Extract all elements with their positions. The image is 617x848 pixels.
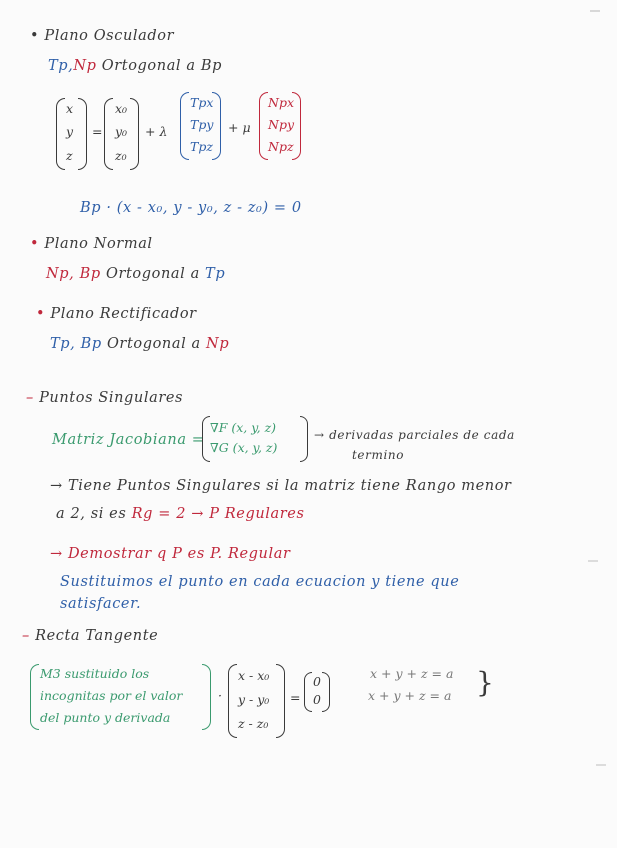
vec-z0: z₀ bbox=[115, 148, 127, 163]
dash-marker: – bbox=[26, 390, 34, 406]
diff-x: x - x₀ bbox=[238, 668, 270, 683]
demostrar-line: → Demostrar q P es P. Regular bbox=[50, 546, 291, 562]
osculador-ortogonal-line bbox=[48, 58, 222, 74]
np-label: Np bbox=[73, 58, 97, 74]
m3-line-2: incognitas por el valor bbox=[40, 688, 183, 703]
bullet-dot: • bbox=[36, 306, 46, 322]
diff-z: z - z₀ bbox=[238, 716, 269, 731]
bullet-dot: • bbox=[30, 28, 40, 44]
diff-y: y - y₀ bbox=[238, 692, 270, 707]
vec-z: z bbox=[66, 148, 73, 163]
heading-puntos-singulares: Puntos Singulares bbox=[39, 390, 184, 406]
satisfacer-line: satisfacer. bbox=[60, 596, 142, 612]
bullet-heading-plano-osculador bbox=[30, 28, 174, 44]
bracket-right-m3 bbox=[202, 664, 211, 730]
rango-text-2: a 2, si es bbox=[56, 506, 127, 522]
plus-mu: + μ bbox=[228, 120, 251, 135]
vec-y0: y₀ bbox=[115, 124, 128, 139]
dash-marker: – bbox=[22, 628, 30, 644]
bracket-right-tp bbox=[212, 92, 221, 160]
np-bp-label: Np, Bp bbox=[46, 266, 101, 282]
bracket-right-jacobian bbox=[300, 416, 308, 462]
normal-ortogonal-line bbox=[46, 266, 225, 282]
plane-equation: Bp · (x - x₀, y - y₀, z - z₀) = 0 bbox=[80, 200, 302, 216]
vec-npy: Npy bbox=[268, 117, 295, 132]
bracket-left-m3 bbox=[30, 664, 39, 730]
system-brace: } bbox=[476, 666, 494, 699]
m3-line-1: M3 sustituido los bbox=[40, 666, 150, 681]
paper-mark bbox=[588, 560, 598, 562]
bullet-dot: • bbox=[30, 236, 40, 252]
bracket-left-zero bbox=[304, 672, 312, 712]
zero-2: 0 bbox=[313, 692, 321, 707]
bracket-right-x0 bbox=[130, 98, 139, 170]
bracket-left-np bbox=[259, 92, 268, 160]
grad-f: ∇F (x, y, z) bbox=[210, 420, 277, 435]
bracket-left-diff bbox=[228, 664, 237, 738]
np-label: Np bbox=[206, 336, 230, 352]
bullet-heading-plano-rectificador bbox=[36, 306, 197, 322]
plus-lambda: + λ bbox=[145, 124, 168, 139]
sustituimos-line: Sustituimos el punto en cada ecuacion y tiene que bbox=[60, 574, 460, 590]
equals-sign: = bbox=[92, 124, 103, 139]
rango-line bbox=[50, 478, 512, 494]
vec-x0: x₀ bbox=[115, 101, 128, 116]
m3-line-3: del punto y derivada bbox=[40, 710, 171, 725]
ortogonal-text: Ortogonal a bbox=[101, 58, 196, 74]
vec-npx: Npx bbox=[268, 95, 294, 110]
dot-product: · bbox=[218, 688, 222, 703]
paper-mark bbox=[596, 764, 606, 766]
matriz-jacobiana-label: Matriz Jacobiana = bbox=[52, 432, 205, 448]
tp-label: Tp, bbox=[48, 58, 74, 74]
bracket-right-diff bbox=[276, 664, 285, 738]
bracket-right-zero bbox=[322, 672, 330, 712]
vec-tpz: Tpz bbox=[190, 139, 213, 154]
bracket-left-tp bbox=[180, 92, 189, 160]
zero-1: 0 bbox=[313, 674, 321, 689]
vec-tpy: Tpy bbox=[190, 117, 214, 132]
vec-npz: Npz bbox=[268, 139, 294, 154]
bracket-left-xyz bbox=[56, 98, 65, 170]
system-eq-2: x + y + z = a bbox=[368, 688, 452, 703]
bracket-left-jacobian bbox=[202, 416, 210, 462]
bracket-left-x0 bbox=[104, 98, 113, 170]
ortogonal-text: Ortogonal a bbox=[105, 266, 200, 282]
system-eq-1: x + y + z = a bbox=[370, 666, 454, 681]
heading-plano-osculador: Plano Osculador bbox=[44, 28, 175, 44]
rango-text: → Tiene Puntos Singulares si la matriz tiene Rango menor bbox=[50, 478, 512, 494]
rectificador-ortogonal-line bbox=[50, 336, 229, 352]
bullet-heading-plano-normal bbox=[30, 236, 153, 252]
bp-label: Bp bbox=[200, 58, 222, 74]
rango-line-2 bbox=[56, 506, 305, 522]
termino-note: termino bbox=[352, 448, 405, 462]
dash-heading-puntos-singulares bbox=[26, 390, 183, 406]
tp-bp-label: Tp, Bp bbox=[50, 336, 102, 352]
paper-mark bbox=[590, 10, 600, 12]
derivadas-note: → derivadas parciales de cada bbox=[314, 428, 515, 442]
heading-plano-rectificador: Plano Rectificador bbox=[50, 306, 197, 322]
dash-heading-recta-tangente bbox=[22, 628, 158, 644]
heading-plano-normal: Plano Normal bbox=[44, 236, 153, 252]
bracket-right-xyz bbox=[78, 98, 87, 170]
vec-y: y bbox=[66, 124, 74, 139]
regulares-text: Rg = 2 → P Regulares bbox=[131, 506, 305, 522]
bracket-right-np bbox=[292, 92, 301, 160]
equals-sign: = bbox=[290, 690, 301, 705]
grad-g: ∇G (x, y, z) bbox=[210, 440, 278, 455]
ortogonal-text: Ortogonal a bbox=[106, 336, 201, 352]
heading-recta-tangente: Recta Tangente bbox=[35, 628, 159, 644]
vec-x: x bbox=[66, 101, 74, 116]
tp-label: Tp bbox=[205, 266, 226, 282]
vec-tpx: Tpx bbox=[190, 95, 214, 110]
